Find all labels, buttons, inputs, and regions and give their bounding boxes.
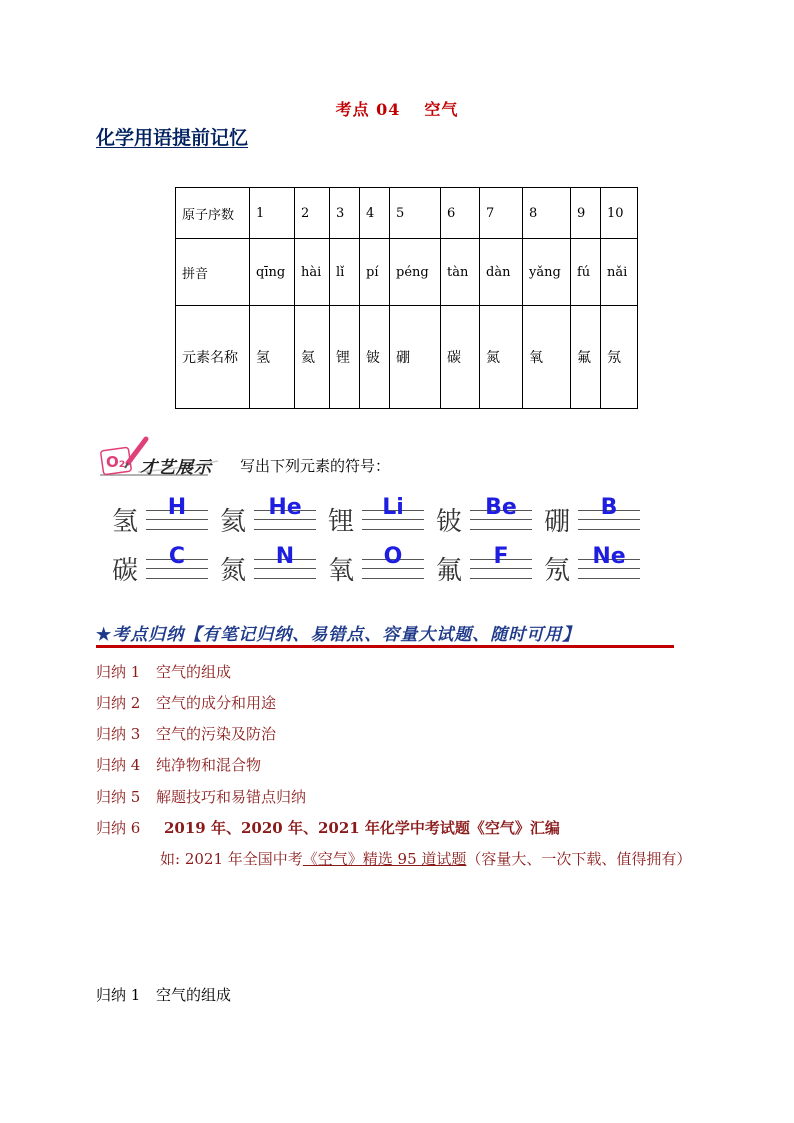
table-cell: hài xyxy=(295,239,330,306)
answer-symbol: Be xyxy=(485,495,517,520)
document-title xyxy=(0,97,794,120)
item-number: 归纳 2 xyxy=(96,694,141,712)
answer-symbol: F xyxy=(493,544,509,569)
example-line xyxy=(160,848,691,869)
table-cell: 3 xyxy=(330,188,360,239)
answer-row xyxy=(112,544,672,588)
star-icon: ★ xyxy=(96,625,113,645)
item-text: 空气的污染及防治 xyxy=(156,725,277,743)
answer-symbol: C xyxy=(168,544,186,569)
answer-symbol: B xyxy=(600,495,618,520)
summary-heading-text: 考点归纳【有笔记归纳、易错点、容量大试题、随时可用】 xyxy=(112,625,581,645)
answer-symbol: He xyxy=(268,495,302,520)
table-cell: 7 xyxy=(480,188,523,239)
table-cell: yǎng xyxy=(523,239,571,306)
table-cell: 9 xyxy=(571,188,601,239)
row-label: 元素名称 xyxy=(176,306,250,409)
title-topic: 空气 xyxy=(424,100,459,119)
answer-element: 氦 xyxy=(220,507,247,537)
example-link[interactable]: 《空气》精选 95 道试题 xyxy=(302,850,467,868)
talent-title: 才艺展示 xyxy=(140,458,212,478)
element-table xyxy=(175,187,638,409)
example-post: （容量大、一次下载、值得拥有） xyxy=(466,850,692,868)
answer-element: 硼 xyxy=(544,507,571,537)
summary-divider xyxy=(96,645,674,648)
item-text: 空气的成分和用途 xyxy=(156,694,277,712)
item-text: 纯净物和混合物 xyxy=(156,756,262,774)
answer-symbol: H xyxy=(167,495,187,520)
answer-item xyxy=(436,544,544,588)
table-cell: 碳 xyxy=(441,306,480,409)
table-row-pinyin xyxy=(176,239,638,306)
answer-item xyxy=(436,495,544,539)
section-title: 空气的组成 xyxy=(156,986,232,1004)
summary-item xyxy=(96,723,276,744)
answer-symbol: N xyxy=(275,544,295,569)
item-number: 归纳 5 xyxy=(96,788,141,806)
section-heading xyxy=(96,984,231,1005)
table-cell: 氢 xyxy=(250,306,295,409)
table-cell: qīng xyxy=(250,239,295,306)
item-number: 归纳 6 xyxy=(96,819,141,837)
answer-element: 铍 xyxy=(436,507,463,537)
memory-heading: 化学用语提前记忆 xyxy=(96,127,249,149)
table-cell: péng xyxy=(390,239,441,306)
summary-item xyxy=(96,661,231,682)
answer-item xyxy=(544,544,652,588)
item-text: 2019 年、2020 年、2021 年化学中考试题《空气》汇编 xyxy=(164,819,560,837)
table-cell: 1 xyxy=(250,188,295,239)
table-cell: pí xyxy=(360,239,390,306)
section-number: 归纳 1 xyxy=(96,986,141,1004)
title-prefix: 考点 xyxy=(335,100,370,119)
table-cell: 2 xyxy=(295,188,330,239)
answer-element: 氮 xyxy=(220,556,247,586)
table-row-names xyxy=(176,306,638,409)
table-cell: 氟 xyxy=(571,306,601,409)
answer-item xyxy=(328,544,436,588)
answer-element: 氖 xyxy=(544,556,571,586)
answer-item xyxy=(112,544,220,588)
badge-label: O₂ xyxy=(106,453,126,471)
answer-symbol: Ne xyxy=(592,544,626,569)
answer-item xyxy=(544,495,652,539)
item-number: 归纳 4 xyxy=(96,756,141,774)
table-cell: 氧 xyxy=(523,306,571,409)
answer-element: 锂 xyxy=(328,507,355,537)
table-row-numbers xyxy=(176,188,638,239)
table-cell: tàn xyxy=(441,239,480,306)
answer-item xyxy=(220,544,328,588)
table-cell: fú xyxy=(571,239,601,306)
table-cell: 6 xyxy=(441,188,480,239)
table-cell: dàn xyxy=(480,239,523,306)
answer-element: 氟 xyxy=(436,556,463,586)
item-number: 归纳 3 xyxy=(96,725,141,743)
summary-item xyxy=(96,754,261,775)
table-cell: 氦 xyxy=(295,306,330,409)
summary-heading xyxy=(96,620,580,645)
table-cell: 氖 xyxy=(601,306,638,409)
row-label: 拼音 xyxy=(176,239,250,306)
row-label: 原子序数 xyxy=(176,188,250,239)
summary-item xyxy=(96,692,276,713)
table-cell: lǐ xyxy=(330,239,360,306)
table-cell: 硼 xyxy=(390,306,441,409)
answer-item xyxy=(112,495,220,539)
answer-element: 氢 xyxy=(112,507,139,537)
table-cell: 8 xyxy=(523,188,571,239)
answer-item xyxy=(328,495,436,539)
answer-item xyxy=(220,495,328,539)
table-cell: nǎi xyxy=(601,239,638,306)
table-cell: 5 xyxy=(390,188,441,239)
table-cell: 4 xyxy=(360,188,390,239)
item-text: 空气的组成 xyxy=(156,663,232,681)
answer-row xyxy=(112,495,672,539)
title-number: 04 xyxy=(376,100,401,119)
talent-instruction: 写出下列元素的符号： xyxy=(240,457,391,475)
summary-item xyxy=(96,786,306,807)
example-pre: 2021 年全国中考 xyxy=(180,850,303,868)
answer-element: 氧 xyxy=(328,556,355,586)
item-text: 解题技巧和易错点归纳 xyxy=(156,788,307,806)
item-number: 归纳 1 xyxy=(96,663,141,681)
summary-item xyxy=(96,817,560,838)
table-cell: 铍 xyxy=(360,306,390,409)
table-cell: 10 xyxy=(601,188,638,239)
example-lead: 如: xyxy=(160,850,181,868)
answer-symbol: O xyxy=(383,544,403,569)
table-cell: 氮 xyxy=(480,306,523,409)
table-cell: 锂 xyxy=(330,306,360,409)
answer-element: 碳 xyxy=(112,556,139,586)
answer-symbol: Li xyxy=(382,495,404,520)
